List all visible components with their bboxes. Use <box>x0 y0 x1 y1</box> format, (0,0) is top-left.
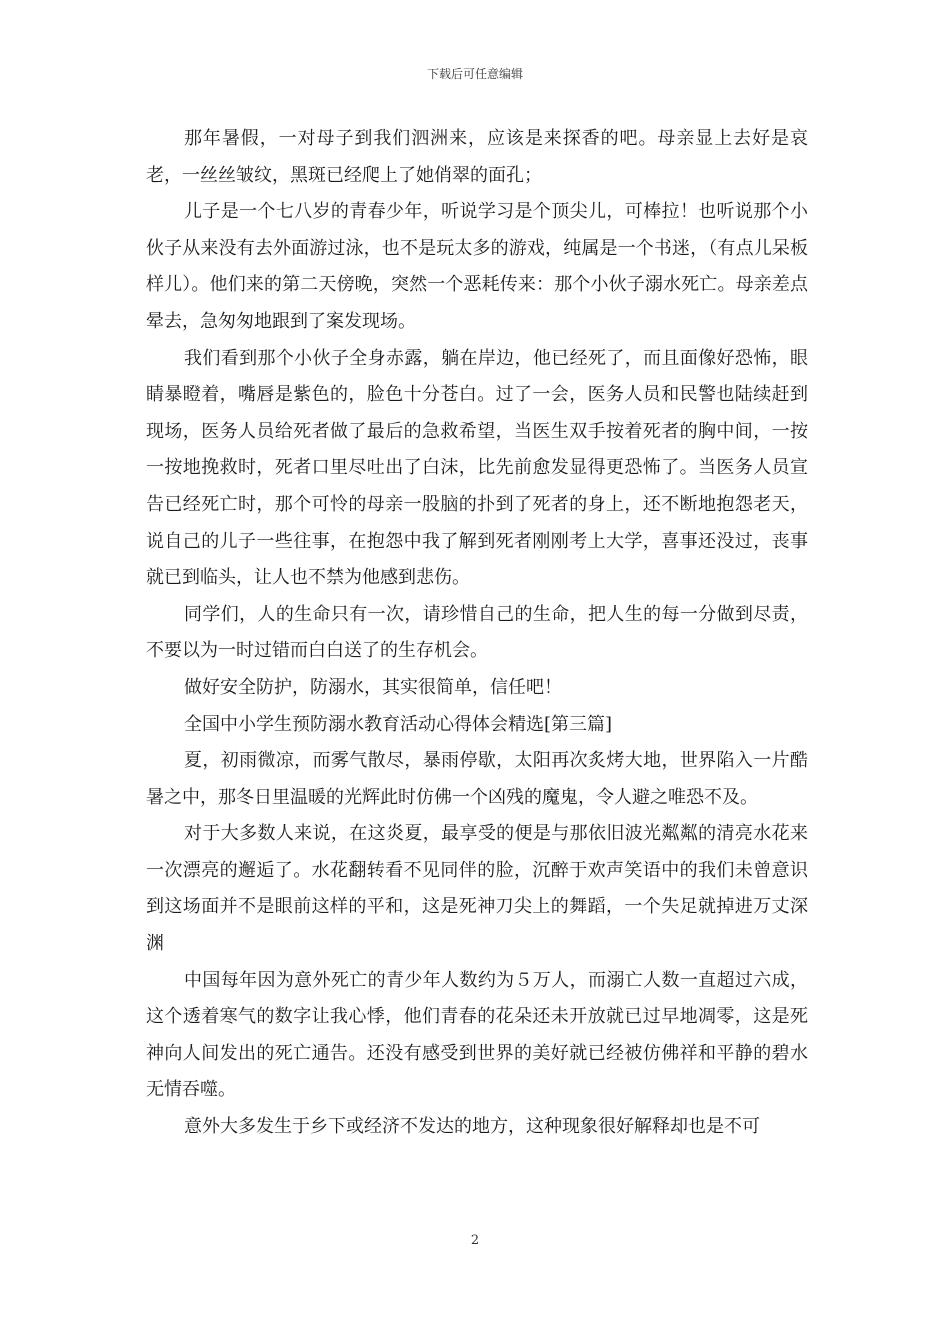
paragraph-6: 夏，初雨微凉，而雾气散尽，暴雨停歇，太阳再次炙烤大地，世界陷入一片酷暑之中，那冬日里温暖的光辉此时仿佛一个凶残的魔鬼，令人避之唯恐不及。 <box>146 750 808 808</box>
document-body <box>146 121 808 1146</box>
page-header: 下载后可任意编辑 <box>426 67 523 81</box>
paragraph-1: 那年暑假，一对母子到我们泗洲来，应该是来探香的吧。母亲显上去好是哀老，一丝丝皱纹，黑斑已经爬上了她俏翠的面孔； <box>146 128 808 186</box>
section-heading: 全国中小学生预防溺水教育活动心得体会精选[第三篇] <box>184 713 613 735</box>
paragraph-9: 意外大多发生于乡下或经济不发达的地方，这种现象很好解释却也是不可 <box>184 1116 760 1138</box>
paragraph-4: 同学们，人的生命只有一次，请珍惜自己的生命，把人生的每一分做到尽责，不要以为一时过错而白白送了的生存机会。 <box>146 603 808 662</box>
paragraph-7: 对于大多数人来说，在这炎夏，最享受的便是与那依旧波光粼粼的清亮水花来一次漂亮的邂逅了。水花翻转看不见同伴的脸，沉醉于欢声笑语中的我们未曾意识到这场面并不是眼前这样的平和，这是死神刀尖上的舞蹈，一个失足就掉进万丈深渊 <box>146 823 808 955</box>
paragraph-5: 做好安全防护，防溺水，其实很简单，信任吧！ <box>184 676 562 698</box>
paragraph-8: 中国每年因为意外死亡的青少年人数约为５万人，而溺亡人数一直超过六成，这个透着寒气的数字让我心悸，他们青春的花朵还未开放就已过早地凋零，这是死神向人间发出的死亡通告。还没有感受到世界的美好就已经被仿佛祥和平静的碧水无情吞噬。 <box>146 969 808 1101</box>
page-number: 2 <box>470 1233 480 1248</box>
paragraph-3: 我们看到那个小伙子全身赤露，躺在岸边，他已经死了，而且面像好恐怖，眼睛暴瞪着，嘴唇是紫色的，脸色十分苍白。过了一会，医务人员和民警也陆续赶到现场，医务人员给死者做了最后的急救希望，当医生双手按着死者的胸中间，一按一按地挽救时，死者口里尽吐出了白沫，比先前愈发显得更恐怖了。当医务人员宣告已经死亡时，那个可怜的母亲一股脑的扑到了死者的身上，还不断地抱怨老天，说自己的儿子一些往事，在抱怨中我了解到死者刚刚考上大学，喜事还没过，丧事就已到临头，让人也不禁为他感到悲伤。 <box>146 347 808 589</box>
paragraph-2: 儿子是一个七八岁的青春少年，听说学习是个顶尖儿，可棒拉！也听说那个小伙子从来没有去外面游过泳，也不是玩太多的游戏，纯属是一个书迷，（有点儿呆板样儿）。他们来的第二天傍晚，突然一个恶耗传来：那个小伙子溺水死亡。母亲差点晕去，急匆匆地跟到了案发现场。 <box>146 201 808 332</box>
